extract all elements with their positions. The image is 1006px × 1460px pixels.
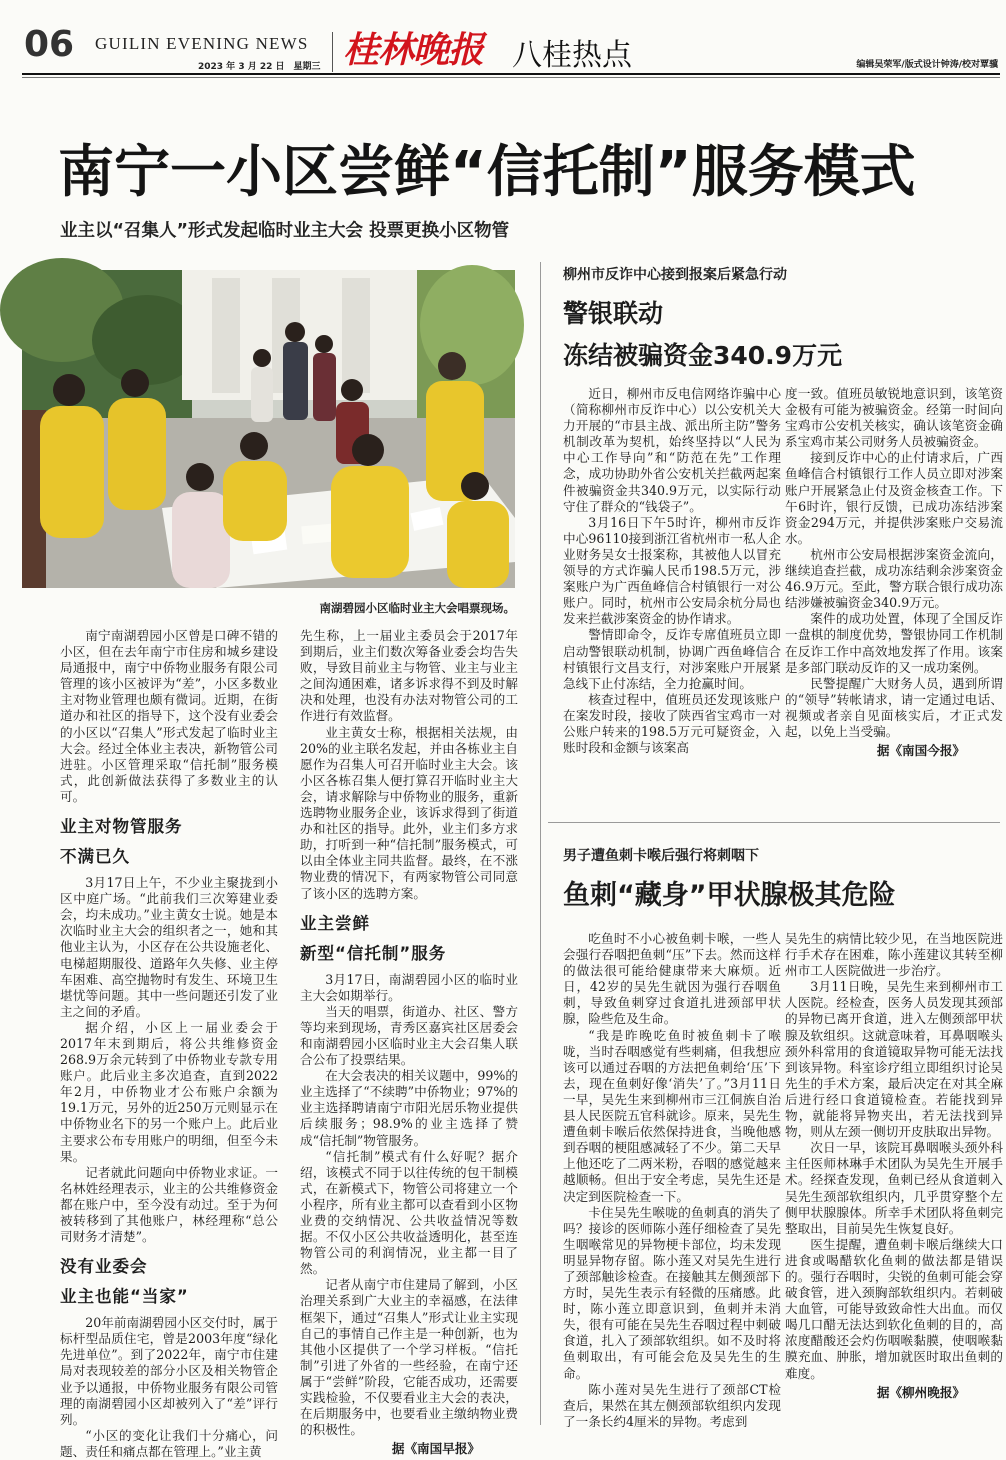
paragraph: 近日，柳州市反电信网络诈骗中心（简称柳州市反诈中心）以公安机关大力开展的“市县主战、派出所主防”警务机制改革为契机，始终坚持以“人民为中心工作导向”和“防范在先”工作理念，成功协助外省公安机关拦截两起案件被骗资金共340.9万元，以实际行动守住了群众的“钱袋子”。 (563, 386, 781, 514)
section-heading: 没有业委会 (60, 1257, 148, 1277)
fishbone-article-column-1 (563, 931, 781, 1429)
paragraph: “我是昨晚吃鱼时被鱼刺卡了喉咙，当时吞咽感觉有些刺痛，但我想应该可以通过吞咽的方法把鱼刺给‘压’下去，现在鱼刺好像‘消失’了。”3月11日一早，吴先生来到柳州市三江侗族自治县人民医院五官科就诊。原来，吴先生遭鱼刺卡喉后依然保持进食，当晚他感到吞咽的梗阻感减轻了不少。第二天早上他还吃了二两米粉，吞咽的感觉越来越顺畅。但出于安全考虑，吴先生还是决定到医院检查一下。 (563, 1027, 781, 1204)
paragraph: 度一致。值班员敏锐地意识到，该笔资金极有可能为被骗资金。经第一时间向宝鸡市公安机关核实，确认该笔资金确系宝鸡市某公司财务人员被骗资金。 (785, 386, 1003, 450)
editor-credits: 编辑吴荣军/版式设计钟涛/校对覃骥 (856, 60, 998, 70)
paragraph: 记者就此问题向中侨物业求证。一名林姓经理表示，业主的公共维修资金都在账户中，至今没有动过。至于为何被转移到了其他账户，林经理称“总公司财务才清楚”。 (60, 1164, 278, 1245)
paragraph: 陈小莲对吴先生进行了颈部CT检查后，果然在其左侧颈部软组织内发现了一条长约4厘米的异物。考虑到 (563, 1381, 781, 1429)
paragraph: “小区的变化让我们十分痛心，问题、责任和痛点都在管理上。”业主黄 (60, 1427, 278, 1459)
section-heading: 新型“信托制”服务 (300, 943, 447, 963)
fraud-article-column-2 (785, 386, 1003, 762)
section-heading: 不满已久 (60, 847, 130, 867)
issue-date: 2023 年 3 月 22 日 星期三 (198, 62, 321, 72)
fraud-article-column-1 (563, 386, 781, 762)
trees-left (0, 258, 202, 420)
fishbone-article-column-2 (785, 931, 1003, 1425)
paragraph: 在大会表决的相关议题中，99%的业主选择了“不续聘”中侨物业；97%的业主选择聘请南宁市阳光居乐物业提供后续服务；98.9%的业主选择了赞成“信托制”物管服务。 (300, 1068, 518, 1148)
article-divider (548, 822, 1000, 823)
paragraph: 当天的唱票，街道办、社区、警方等均来到现场，青秀区嘉宾社区居委会和南湖碧园小区临时业主大会召集人联合公布了投票结果。 (300, 1003, 518, 1068)
header-divider (332, 32, 333, 72)
main-headline: 南宁一小区尝鲜“信托制”服务模式 (58, 140, 916, 205)
paper-name-english: GUILIN EVENING NEWS (95, 34, 309, 53)
paragraph: 吃鱼时不小心被鱼刺卡喉，一些人会强行吞咽把鱼刺“压”下去。然而这样的做法很可能给健康带来大麻烦。近日，42岁的吴先生就因为强行吞咽鱼刺，导致鱼刺穿过食道扎进颈部甲状腺，险些危及生命。 (563, 931, 781, 1027)
paragraph: 3月17日上午，不少业主聚拢到小区中庭广场。“此前我们三次筹建业委会，均未成功。”业主黄女士说。她是本次临时业主大会的组织者之一，她和其他业主认为，小区存在公共设施老化、电梯超期服役、道路年久失修、业主停车困难、高空抛物时有发生、环境卫生堪忧等问题。其中一些问题还引发了业主之间的矛盾。 (60, 875, 278, 1019)
section-heading: 业主尝鲜 (300, 913, 370, 933)
meeting-photo (22, 270, 515, 588)
paragraph: 接到反诈中心的止付请求后，广西鱼峰信合村镇银行工作人员立即对涉案账户开展紧急止付及资金核查工作。下午6时许，银行反馈，已成功冻结涉案资金294万元，并提供涉案账户交易流水。 (785, 450, 1003, 546)
paragraph: 3月11日晚，吴先生来到柳州市工人医院。经检查，医务人员发现其颈部的异物已离开食道，进入左侧颈部甲状腺及软组织。这就意味着，耳鼻咽喉头颈外科常用的食道镜取异物可能无法找到该异物。科室诊疗组立即组织讨论吴先生的手术方案，最后决定在对其全麻后进行经口食道镜检查。若能找到异物，就能将异物夹出，若无法找到异物，则从左颈一侧切开皮肤取出异物。 (785, 979, 1003, 1140)
fishbone-headline: 鱼刺“藏身”甲状腺极其危险 (563, 880, 896, 911)
fraud-headline-2: 冻结被骗资金340.9万元 (563, 341, 843, 370)
article-source: 据《柳州晚报》 (876, 1384, 965, 1400)
section-heading: 业主也能“当家” (60, 1287, 189, 1307)
photo-caption: 南湖碧园小区临时业主大会唱票现场。 (319, 601, 515, 615)
paragraph: 杭州市公安局根据涉案资金流向，继续追查拦截，成功冻结剩余涉案资金46.9万元。至此，警方联合银行成功冻结涉嫌被骗资金340.9万元。 (785, 546, 1003, 611)
column-divider (540, 262, 541, 1425)
article-source: 据《南国今报》 (876, 743, 965, 759)
article-source: 据《南国早报》 (391, 1441, 480, 1457)
paragraph: 据介绍，小区上一届业委会于2017年末到期后，将公共维修资金268.9万余元转到了中侨物业专款专用账户。此后业主多次追查，直到2022年2月，中侨物业才公布账户余额为19.1万元，另外的近250万元则显示在中侨物业名下的另一个账户上。此后业主要求公布专用账户的明细，但至今未果。 (60, 1019, 278, 1164)
paragraph: 业主黄女士称，根据相关法规，由20%的业主联名发起，并由各栋业主自愿作为召集人可召开临时业主大会。该小区各栋召集人便打算召开临时业主大会，请求解除与中侨物业的服务，重新选聘物业服务企业，该诉求得到了街道办和社区的指导。此外，业主们多方求助，打听到一种“信托制”服务模式，可以由全体业主同共监督。最终，在不涨物业费的情况下，有两家物管公司同意了该小区的选聘方案。 (300, 724, 518, 901)
paragraph: 次日一早，该院耳鼻咽喉头颈外科主任医师林琳手术团队为吴先生开展手术。经探查发现，鱼刺已经从食道刺入吴先生颈部软组织内，几乎贯穿整个左侧甲状腺腺体。所幸手术团队将鱼刺完整取出，目前吴先生恢复良好。 (785, 1140, 1003, 1236)
paragraph: “信托制”模式有什么好呢？据介绍，该模式不同于以往传统的包干制模式，在新模式下，物管公司将建立一个小程序，所有业主都可以查看到小区物业费的交纳情况、公共收益情况等数据。不仅小区公共收益透明化，甚至连物管公司的利润情况，业主都一目了然。 (300, 1148, 518, 1277)
page-number: 06 (24, 24, 75, 65)
news-photo (22, 270, 515, 588)
header-rule (22, 73, 1000, 75)
main-subheadline: 业主以“召集人”形式发起临时业主大会 投票更换小区物管 (60, 221, 510, 241)
paragraph: 核查过程中，值班员还发现该账户在案发时段，接收了陕西省宝鸡市一对公账户转来的198.5万元可疑资金，入账时段和金额与该案高 (563, 691, 781, 756)
fraud-headline: 警银联动 (563, 299, 664, 328)
main-article-column-1 (60, 628, 278, 1459)
section-title: 八桂热点 (512, 38, 632, 73)
paragraph: 警情即命令，反诈专席值班员立即启动警银联动机制，协调广西鱼峰信合村镇银行文昌支行，对涉案账户开展紧急线下止付冻结，全力抢赢时间。 (563, 627, 781, 691)
paragraph: 先生称，上一届业主委员会于2017年到期后，业主们数次筹备业委会均告失败，导致目前业主与物管、业主与业主之间沟通困难，诸多诉求得不到及时解决和处理，也没有办法对物管公司的工作进行有效监督。 (300, 628, 518, 724)
paragraph: 民警提醒广大财务人员，遇到所谓的“领导”转帐请求，请一定通过电话、视频或者亲自见面核实后，才正式发起，以免上当受骗。 (785, 675, 1003, 739)
main-article-column-2 (300, 628, 518, 1457)
newspaper-logo: 桂林晚报 (343, 29, 484, 71)
paragraph: 吴先生的病情比较少见，在当地医院进行手术存在困难，陈小莲建议其转至柳州市工人医院做进一步治疗。 (785, 931, 1003, 979)
paragraph: 3月17日，南湖碧园小区的临时业主大会如期举行。 (300, 971, 518, 1003)
fishbone-kicker: 男子遭鱼刺卡喉后强行将刺咽下 (563, 848, 759, 864)
section-heading: 业主对物管服务 (60, 817, 183, 837)
header-rule-thin (22, 77, 1000, 78)
paragraph: 案件的成功处置，体现了全国反诈一盘棋的制度优势，警银协同工作机制在反诈工作中高效地发挥了作用。该案是多部门联动反诈的又一成功案例。 (785, 611, 1003, 675)
paragraph: 南宁南湖碧园小区曾是口碑不错的小区，但在去年南宁市住房和城乡建设局通报中，南宁中侨物业服务有限公司管理的该小区被评为“差”，小区多数业主对物业管理也颇有微词。近期，在街道办和社区的指导下，这个没有业委会的小区以“召集人”形式发起了临时业主大会。经过全体业主表决，新物管公司进驻。小区管理采取“信托制”服务模式，此创新做法获得了多数业主的认可。 (60, 628, 278, 804)
fraud-kicker: 柳州市反诈中心接到报案后紧急行动 (563, 267, 787, 283)
paragraph: 3月16日下午5时许，柳州市反诈中心96110接到浙江省杭州市一私人企业财务吴女士报案称，其被他人以冒充领导的方式诈骗人民币198.5万元，涉案账户为广西鱼峰信合村镇银行一对公账户。同时，杭州市公安局余杭分局也发来拦截涉案资金的协作请求。 (563, 514, 781, 627)
paragraph: 记者从南宁市住建局了解到，小区治理关系到广大业主的幸福感，在法律框架下，通过“召集人”形式让业主实现自己的事情自己作主是一种创新，也为其他小区提供了一个学习样板。“信托制”引进了外省的一些经验，在南宁还属于“尝鲜”阶段，它能否成功，还需要实践检验，不仅要看业主大会的表决，在后期服务中，也要看业主缴纳物业费的积极性。 (300, 1277, 518, 1438)
paragraph: 医生提醒，遭鱼刺卡喉后继续大口进食或喝醋软化鱼刺的做法都是错误的。强行吞咽时，尖锐的鱼刺可能会穿破食管，进入颈胸部软组织内。若刺破大血管，可能导致致命性大出血。而仅喝几口醋无法达到软化鱼刺的目的，高浓度醋酸还会灼伤咽喉黏膜，使咽喉黏膜充血、肿胀，增加就医时取出鱼刺的难度。 (785, 1236, 1003, 1381)
paragraph: 卡住吴先生喉咙的鱼刺真的消失了吗？接诊的医师陈小莲仔细检查了吴先生咽喉常见的异物梗卡部位，均未发现明显异物存留。陈小莲又对吴先生进行了颈部触诊检查。在接触其左侧颈部下方时，吴先生表示有轻微的压痛感。此时，陈小莲立即意识到，鱼刺并未消失，很有可能在吴先生吞咽过程中刺破食道，扎入了颈部软组织。如不及时将鱼刺取出，有可能会危及吴先生的生命。 (563, 1204, 781, 1381)
paragraph: 20年前南湖碧园小区交付时，属于标杆型品质住宅，曾是2003年度“绿化先进单位”。到了2022年，南宁市住建局对表现较差的部分小区及相关物管企业予以通报，中侨物业服务有限公司管理的南湖碧园小区却被列入了“差”评行列。 (60, 1315, 278, 1427)
